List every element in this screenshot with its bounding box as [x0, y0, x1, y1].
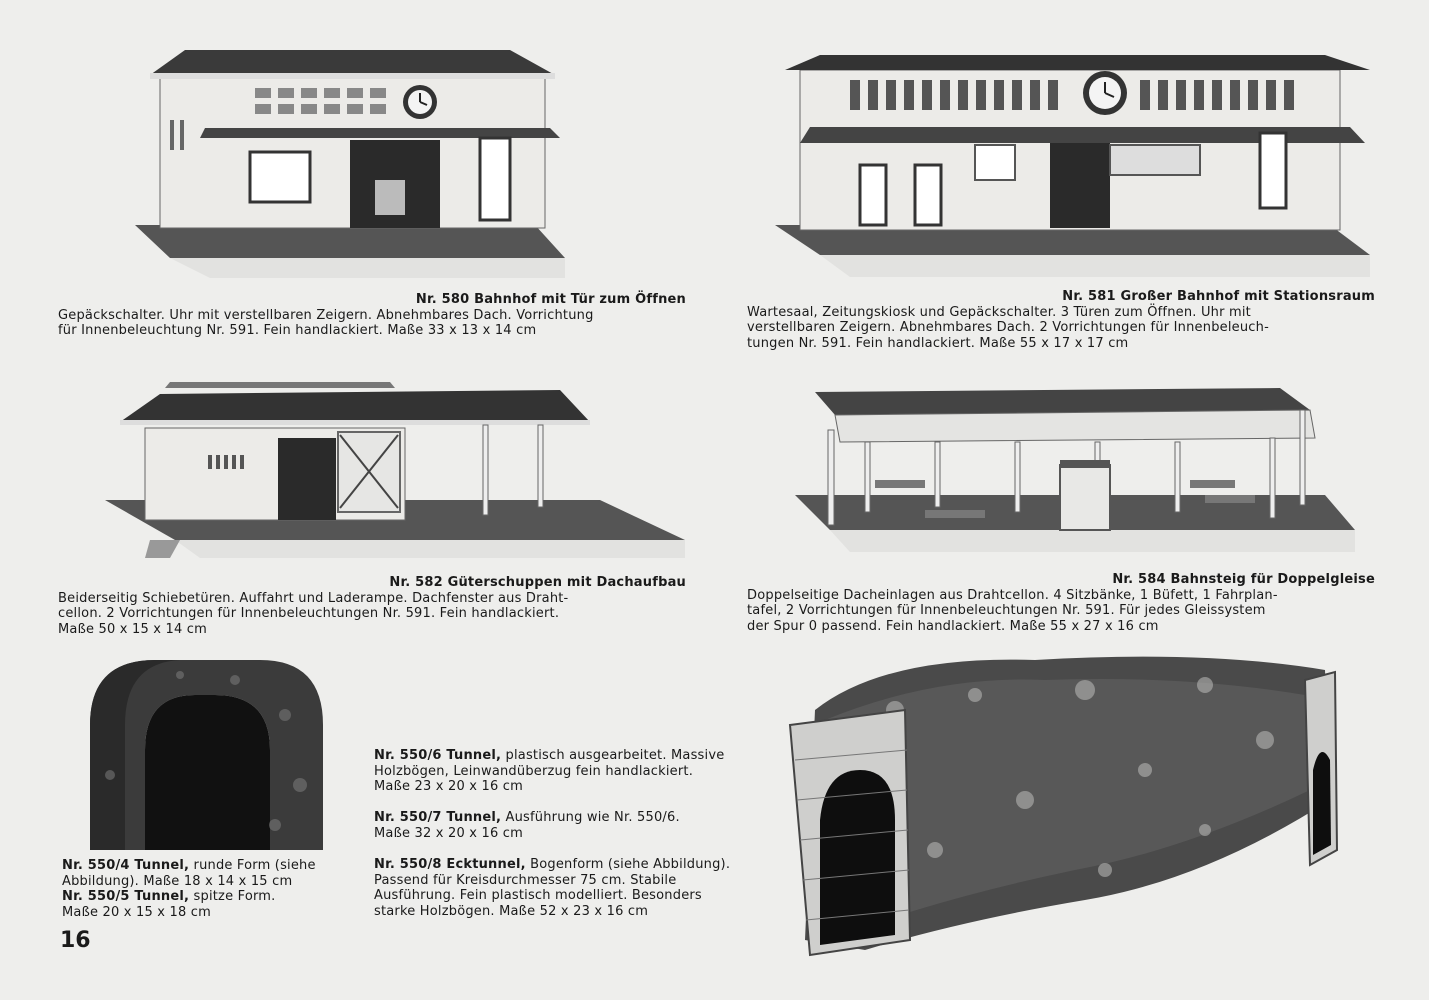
caption-550-7-line-2: Maße 32 x 20 x 16 cm [374, 825, 523, 841]
caption-581-line-3: tungen Nr. 591. Fein handlackiert. Maße 55 x 17 x 17 cm [747, 335, 1129, 351]
caption-580-line-2: für Innenbeleuchtung Nr. 591. Fein handlackiert. Maße 33 x 13 x 14 cm [58, 323, 537, 338]
caption-550-5-line-1 [62, 889, 344, 905]
station-581-illustration [770, 45, 1380, 285]
caption-550-8-first: Bogenform (siehe Abbildung). [525, 857, 731, 872]
caption-550-4-line-1 [62, 858, 344, 874]
tunnel-550-8-illustration [785, 650, 1345, 965]
caption-581-line-1: Wartesaal, Zeitungskiosk und Gepäckschalter. 3 Türen zum Öffnen. Uhr mit [747, 304, 1251, 320]
caption-tunnel-550-7 [374, 810, 754, 841]
station-580-photo [130, 40, 570, 285]
tunnel-550-4-illustration [85, 655, 330, 855]
caption-550-4-text-1: runde Form (siehe [189, 858, 316, 873]
caption-581-line-2: verstellbaren Zeigern. Abnehmbares Dach. 2 Vorrichtungen für Innenbeleuch- [747, 320, 1269, 335]
caption-550-7-line-1 [374, 810, 754, 826]
caption-580-line-1: Gepäckschalter. Uhr mit verstellbaren Zeigern. Abnehmbares Dach. Vorrichtung [58, 307, 594, 323]
caption-584 [747, 572, 1375, 634]
caption-tunnel-550-4-5 [62, 858, 344, 920]
caption-550-5-text-2: Maße 20 x 15 x 18 cm [62, 904, 211, 920]
caption-582-line-3: Maße 50 x 15 x 14 cm [58, 621, 207, 637]
tunnel-550-8-photo [785, 650, 1345, 965]
caption-550-7-title: Nr. 550/7 Tunnel, [374, 810, 502, 825]
caption-550-6-line-1 [374, 748, 754, 764]
caption-tunnel-550-8 [374, 857, 764, 919]
caption-tunnel-550-6 [374, 748, 754, 795]
caption-550-8-line-3: Ausführung. Fein plastisch modelliert. Besonders [374, 888, 702, 903]
caption-584-title: Nr. 584 Bahnsteig für Doppelgleise [1112, 572, 1375, 587]
caption-584-line-3: der Spur 0 passend. Fein handlackiert. Maße 55 x 27 x 16 cm [747, 618, 1159, 634]
caption-550-6-title: Nr. 550/6 Tunnel, [374, 748, 502, 763]
caption-550-8-line-2: Passend für Kreisdurchmesser 75 cm. Stabile [374, 872, 677, 888]
goods-shed-582-photo [100, 380, 690, 570]
goods-shed-582-illustration [100, 380, 690, 570]
caption-584-line-1: Doppelseitige Dacheinlagen aus Drahtcellon. 4 Sitzbänke, 1 Büfett, 1 Fahrplan- [747, 587, 1278, 603]
caption-582 [58, 575, 686, 637]
station-580-illustration [130, 40, 570, 285]
caption-550-8-line-4: starke Holzbögen. Maße 52 x 23 x 16 cm [374, 903, 649, 919]
caption-581 [747, 289, 1375, 351]
caption-580 [58, 292, 686, 339]
platform-584-illustration [790, 380, 1360, 570]
caption-550-5-title: Nr. 550/5 Tunnel, [62, 889, 190, 904]
platform-584-photo [790, 380, 1360, 570]
station-581-photo [770, 45, 1380, 285]
caption-582-line-1: Beiderseitig Schiebetüren. Auffahrt und Laderampe. Dachfenster aus Draht- [58, 590, 569, 606]
caption-550-6-line-3: Maße 23 x 20 x 16 cm [374, 779, 523, 794]
tunnel-550-4-photo [85, 655, 330, 855]
caption-550-8-title: Nr. 550/8 Ecktunnel, [374, 857, 526, 872]
caption-584-line-2: tafel, 2 Vorrichtungen für Innenbeleuchtungen Nr. 591. Für jedes Gleissystem [747, 603, 1266, 618]
caption-580-title: Nr. 580 Bahnhof mit Tür zum Öffnen [415, 292, 686, 307]
page-number: 16 [60, 928, 91, 953]
caption-582-line-2: cellon. 2 Vorrichtungen für Innenbeleuchtungen Nr. 591. Fein handlackiert. [58, 606, 560, 621]
caption-581-title: Nr. 581 Großer Bahnhof mit Stationsraum [1062, 289, 1375, 304]
caption-550-6-first: plastisch ausgearbeitet. Massive [501, 748, 725, 763]
caption-550-4-title: Nr. 550/4 Tunnel, [62, 858, 190, 873]
caption-550-5-text-1: spitze Form. [189, 889, 276, 904]
caption-550-6-line-2: Holzbögen, Leinwandüberzug fein handlackiert. [374, 763, 694, 779]
caption-550-7-first: Ausführung wie Nr. 550/6. [501, 810, 680, 825]
caption-550-8-line-1 [374, 857, 764, 873]
caption-550-4-text-2: Abbildung). Maße 18 x 14 x 15 cm [62, 873, 293, 889]
caption-582-title: Nr. 582 Güterschuppen mit Dachaufbau [389, 575, 686, 590]
